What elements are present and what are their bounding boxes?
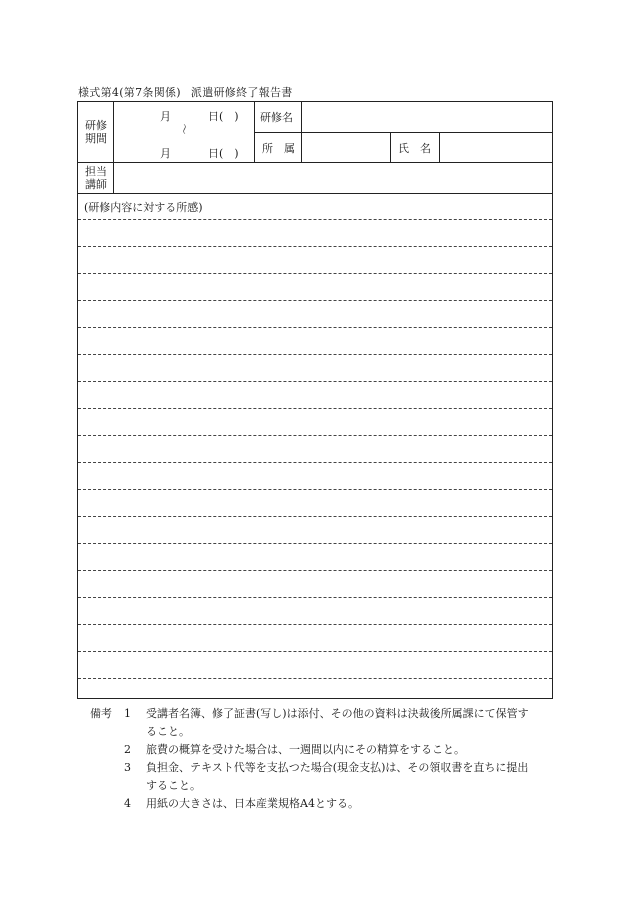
note-number: 4 (124, 797, 131, 810)
col-divider-period (254, 102, 255, 162)
lecturer-field[interactable] (115, 164, 551, 192)
notes-section (90, 705, 560, 813)
writing-line (78, 300, 552, 301)
period-range-mark: 〜 (177, 123, 191, 135)
note-text-continued: すること。 (146, 779, 201, 792)
form-title (78, 84, 293, 100)
notes-label: 備考 (90, 707, 112, 720)
col-divider-field-labels (301, 102, 302, 162)
period-start-day: 日( ) (208, 110, 239, 123)
col-divider-name (439, 132, 440, 162)
report-title: 派遣研修終了報告書 (190, 86, 293, 99)
note-item (90, 795, 560, 813)
col-divider-labels (113, 102, 114, 193)
note-item (90, 705, 560, 741)
period-end-day: 日( ) (208, 147, 239, 160)
writing-line (78, 462, 552, 463)
col-divider-affiliation (390, 132, 391, 162)
affiliation-field[interactable] (303, 134, 389, 161)
period-end-month: 月 (160, 147, 171, 160)
note-text: 受講者名簿、修了証書(写し)は添付、その他の資料は決裁後所属課にて保管す (146, 707, 529, 720)
note-item (90, 741, 560, 759)
note-item (90, 759, 560, 795)
affiliation-label: 所 属 (262, 142, 295, 155)
note-number: 1 (124, 707, 131, 720)
row-divider-period (78, 162, 552, 163)
name-field[interactable] (441, 134, 551, 161)
writing-line (78, 354, 552, 355)
row-divider-course (254, 132, 552, 133)
note-text: 負担金、テキスト代等を支払つた場合(現金支払)は、その領収書を直ちに提出 (146, 761, 529, 774)
course-name-label: 研修名 (260, 111, 293, 124)
note-number: 2 (124, 743, 131, 756)
writing-line (78, 273, 552, 274)
report-form-table (77, 101, 553, 699)
writing-line (78, 543, 552, 544)
writing-line (78, 219, 552, 220)
writing-line (78, 246, 552, 247)
period-label (80, 119, 112, 145)
writing-line (78, 516, 552, 517)
impressions-writing-area[interactable] (78, 194, 552, 698)
form-number: 様式第4(第7条関係) (78, 86, 181, 99)
lecturer-label-line2: 講師 (85, 178, 107, 191)
note-text-continued: ること。 (146, 725, 190, 738)
period-start-month: 月 (160, 110, 171, 123)
name-label: 氏 名 (398, 142, 431, 155)
writing-line (78, 624, 552, 625)
impressions-label: (研修内容に対する所感) (84, 201, 203, 214)
writing-line (78, 489, 552, 490)
writing-line (78, 597, 552, 598)
lecturer-label (80, 165, 112, 191)
course-name-field[interactable] (303, 103, 551, 131)
writing-line (78, 678, 552, 679)
note-number: 3 (124, 761, 131, 774)
period-label-line1: 研修 (85, 119, 107, 132)
writing-line (78, 651, 552, 652)
writing-line (78, 408, 552, 409)
writing-line (78, 381, 552, 382)
note-text: 旅費の概算を受けた場合は、一週間以内にその精算をすること。 (146, 743, 465, 756)
writing-line (78, 327, 552, 328)
period-label-line2: 期間 (85, 132, 107, 145)
lecturer-label-line1: 担当 (85, 165, 107, 178)
writing-line (78, 570, 552, 571)
writing-line (78, 435, 552, 436)
note-text: 用紙の大きさは、日本産業規格A4とする。 (146, 797, 359, 810)
